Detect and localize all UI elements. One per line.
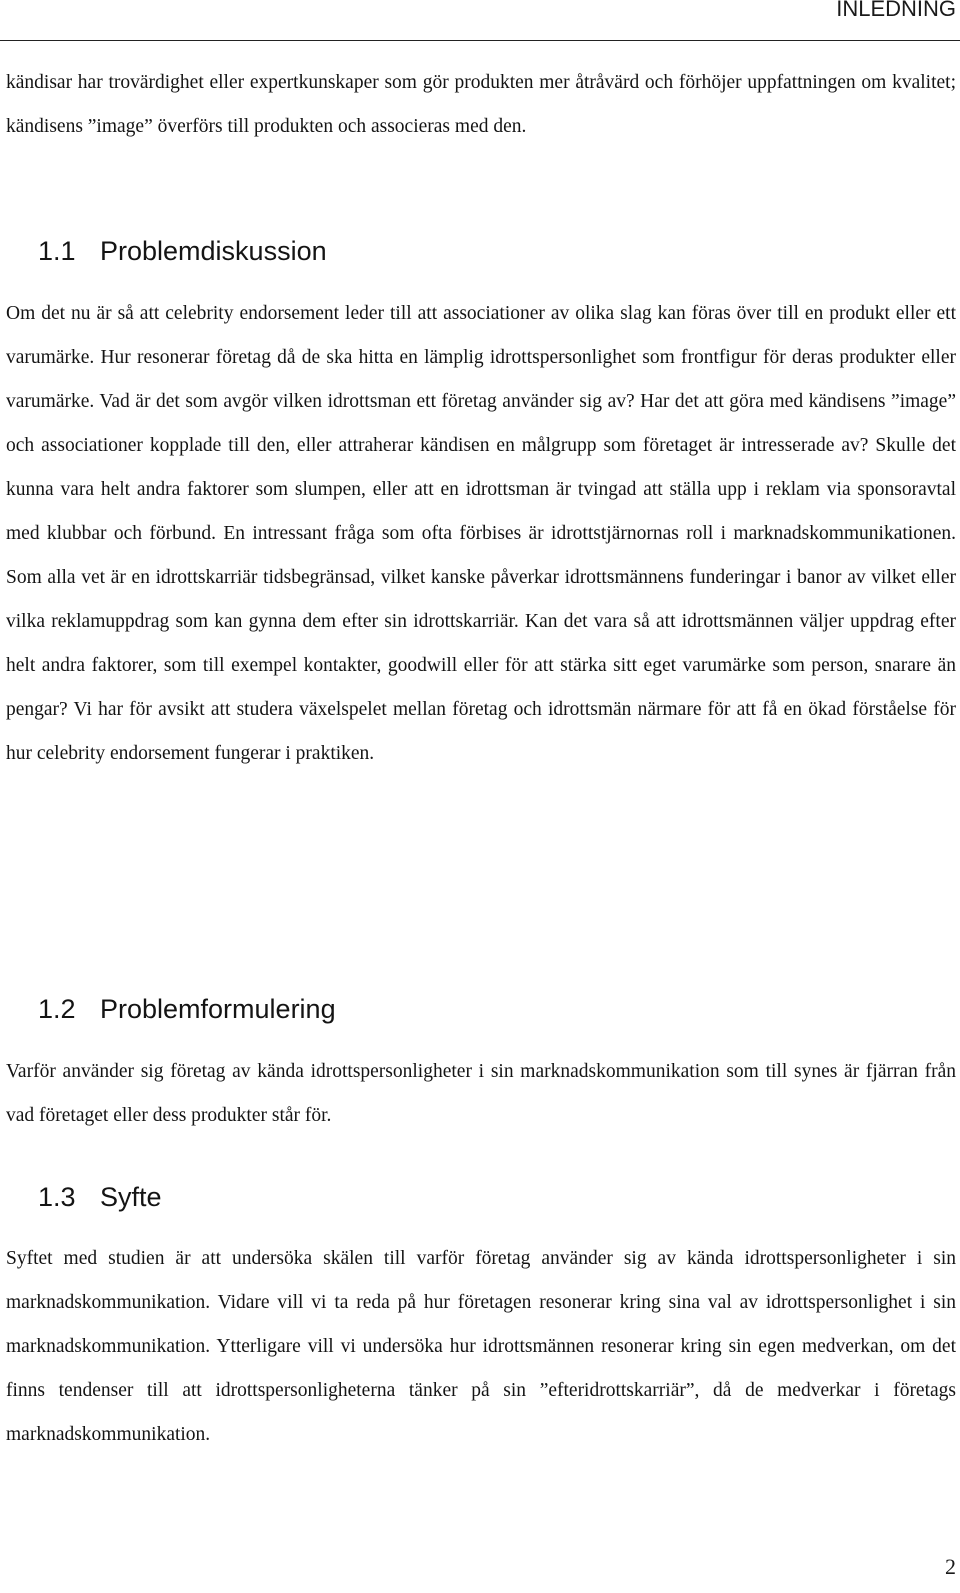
section-number: 1.3	[38, 1182, 76, 1212]
section-number: 1.1	[38, 236, 76, 266]
problemdiskussion-paragraph: Om det nu är så att celebrity endorsement leder till att associationer av olika slag kan föras över till en produkt eller ett varumärke. Hur resonerar företag då de ska hitta en lämplig idrottspersonlighet som frontfigur för deras produkter eller varumärke. Vad är det som avgör vilken idrottsman ett företag använder sig av? Har det att göra med kändisens ”image” och associationer kopplade till den, eller attraherar kändisen en målgrupp som företaget är intresserade av? Skulle det kunna vara helt andra faktorer som slumpen, eller att en idrottsman är tvingad att ställa upp i reklam via sponsoravtal med klubbar och förbund. En intressant fråga som ofta förbises är idrottstjärnornas roll i marknadskommunikationen. Som alla vet är en idrottskarriär tidsbegränsad, vilket kanske påverkar idrottsmännens funderingar i banor av vilket eller vilka reklamuppdrag som kan gynna dem efter sin idrottskarriär. Kan det vara så att idrottsmännen väljer uppdrag efter helt andra faktorer, som till exempel kontakter, goodwill eller för att stärka sitt eget varumärke som person, snarare än pengar? Vi har för avsikt att studera växelspelet mellan företag och idrottsmän närmare för att få en ökad förståelse för hur celebrity endorsement fungerar i praktiken.	[6, 303, 956, 764]
section-title: Problemformulering	[100, 994, 336, 1024]
section-heading-problemdiskussion	[38, 234, 327, 268]
running-header	[0, 0, 960, 41]
page-number: 2	[945, 1554, 956, 1579]
header-title: INLEDNING	[836, 0, 956, 21]
section-title: Syfte	[100, 1182, 162, 1212]
intro-paragraph: kändisar har trovärdighet eller expertkunskaper som gör produkten mer åtråvärd och förhöjer uppfattningen om kvalitet; kändisens ”image” överförs till produkten och associeras med den.	[6, 72, 956, 137]
section-heading-problemformulering	[38, 992, 336, 1026]
section-heading-syfte	[38, 1180, 162, 1214]
problemformulering-paragraph: Varför använder sig företag av kända idrottspersonligheter i sin marknadskommunikation som till synes är fjärran från vad företaget eller dess produkter står för.	[6, 1061, 956, 1126]
section-title: Problemdiskussion	[100, 236, 327, 266]
syfte-paragraph: Syftet med studien är att undersöka skälen till varför företag använder sig av kända idrottspersonligheter i sin marknadskommunikation. Vidare vill vi ta reda på hur företagen resonerar kring sina val av idrottspersonlighet i sin marknadskommunikation. Ytterligare vill vi undersöka hur idrottsmännen resonerar kring sin egen medverkan, om det finns tendenser till att idrottspersonligheterna tänker på sin ”efteridrottskarriär”, då de medverkar i företags marknadskommunikation.	[6, 1248, 956, 1445]
section-number: 1.2	[38, 994, 76, 1024]
